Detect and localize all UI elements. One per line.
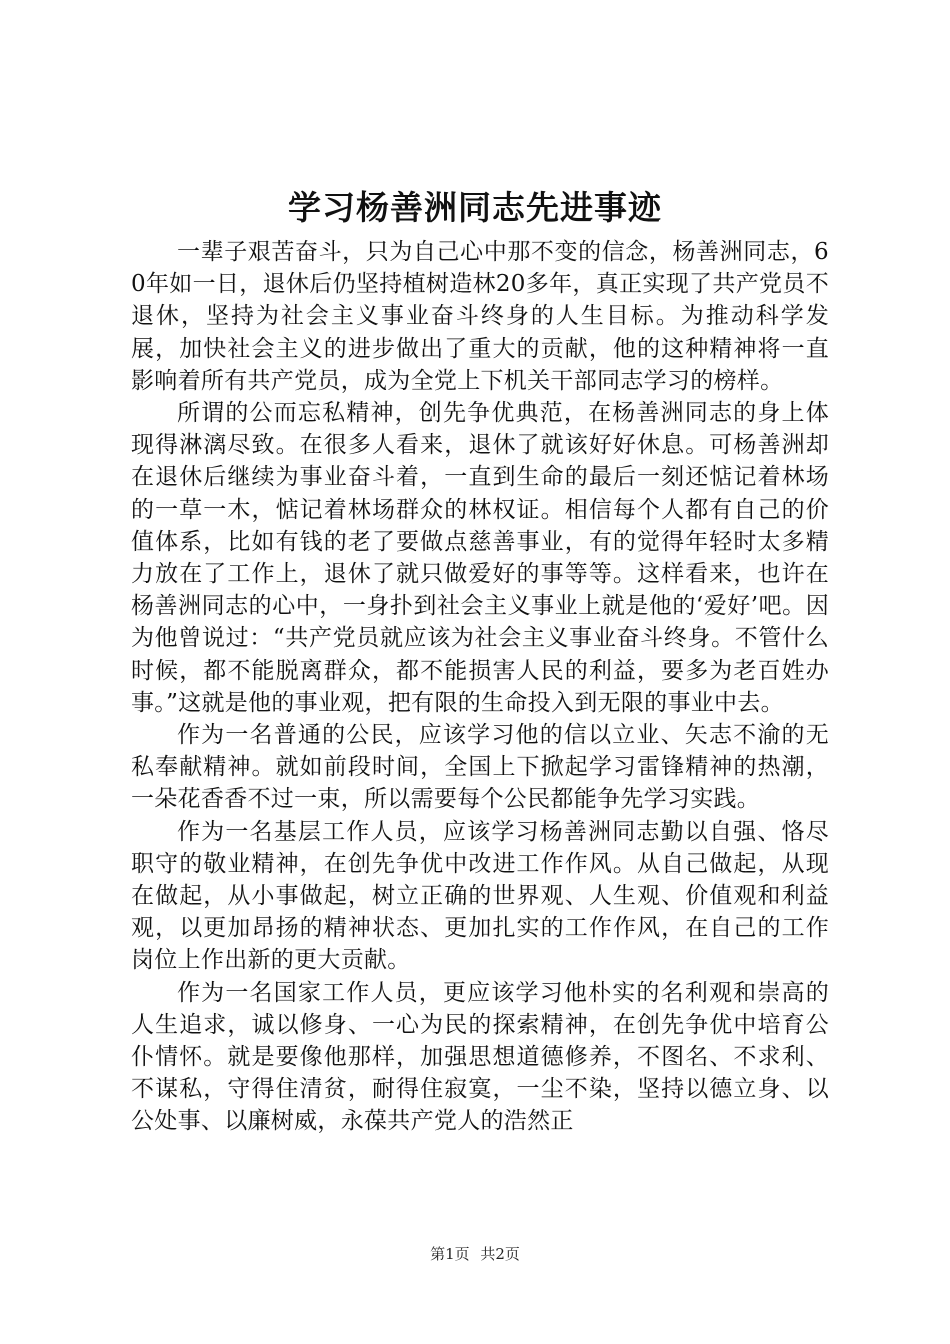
paragraph: 作为一名普通的公民，应该学习他的信以立业、矢志不渝的无私奉献精神。就如前段时间，全国上下掀起学习雷锋精神的热潮，一朵花香香不过一束，所以需要每个公民都能争先学习实践。 <box>131 722 829 813</box>
paragraph: 所谓的公而忘私精神，创先争优典范，在杨善洲同志的身上体现得淋漓尽致。在很多人看来，退休了就该好好休息。可杨善洲却在退休后继续为事业奋斗着，一直到生命的最后一刻还惦记着林场的一草一木，惦记着林场群众的林权证。相信每个人都有自己的价值体系，比如有钱的老了要做点慈善事业，有的觉得年轻时太多精力放在了工作上，退休了就只做爱好的事等等。这样看来，也许在杨善洲同志的心中，一身扑到社会主义事业上就是他的‘爱好’吧。因为他曾说过：“共产党员就应该为社会主义事业奋斗终身。不管什么时候，都不能脱离群众，都不能损害人民的利益，要多为老百姓办事。”这就是他的事业观，把有限的生命投入到无限的事业中去。 <box>131 400 829 716</box>
document-title: 学习杨善洲同志先进事迹 <box>288 188 662 227</box>
paragraph: 作为一名国家工作人员，更应该学习他朴实的名利观和崇高的人生追求，诚以修身、一心为民的探索精神，在创先争优中培育公仆情怀。就是要像他那样，加强思想道德修养，不图名、不求利、不谋私，守得住清贫，耐得住寂寞，一尘不染，坚持以德立身、以公处事、以廉树威，永葆共产党人的浩然正 <box>131 979 829 1135</box>
page-number: 第1页 <box>430 1245 470 1263</box>
page-footer <box>0 1244 950 1264</box>
paragraph: 一辈子艰苦奋斗，只为自己心中那不变的信念，杨善洲同志，60年如一日，退休后仍坚持植树造林20多年，真正实现了共产党员不退休，坚持为社会主义事业奋斗终身的人生目标。为推动科学发展，加快社会主义的进步做出了重大的贡献，他的这种精神将一直影响着所有共产党员，成为全党上下机关干部同志学习的榜样。 <box>131 239 829 394</box>
paragraph: 作为一名基层工作人员，应该学习杨善洲同志勤以自强、恪尽职守的敬业精神，在创先争优中改进工作作风。从自己做起，从现在做起，从小事做起，树立正确的世界观、人生观、价值观和利益观，以更加昂扬的精神状态、更加扎实的工作作风，在自己的工作岗位上作出新的更大贡献。 <box>131 818 829 974</box>
document-body <box>131 236 829 1138</box>
page-total: 共2页 <box>480 1245 520 1263</box>
